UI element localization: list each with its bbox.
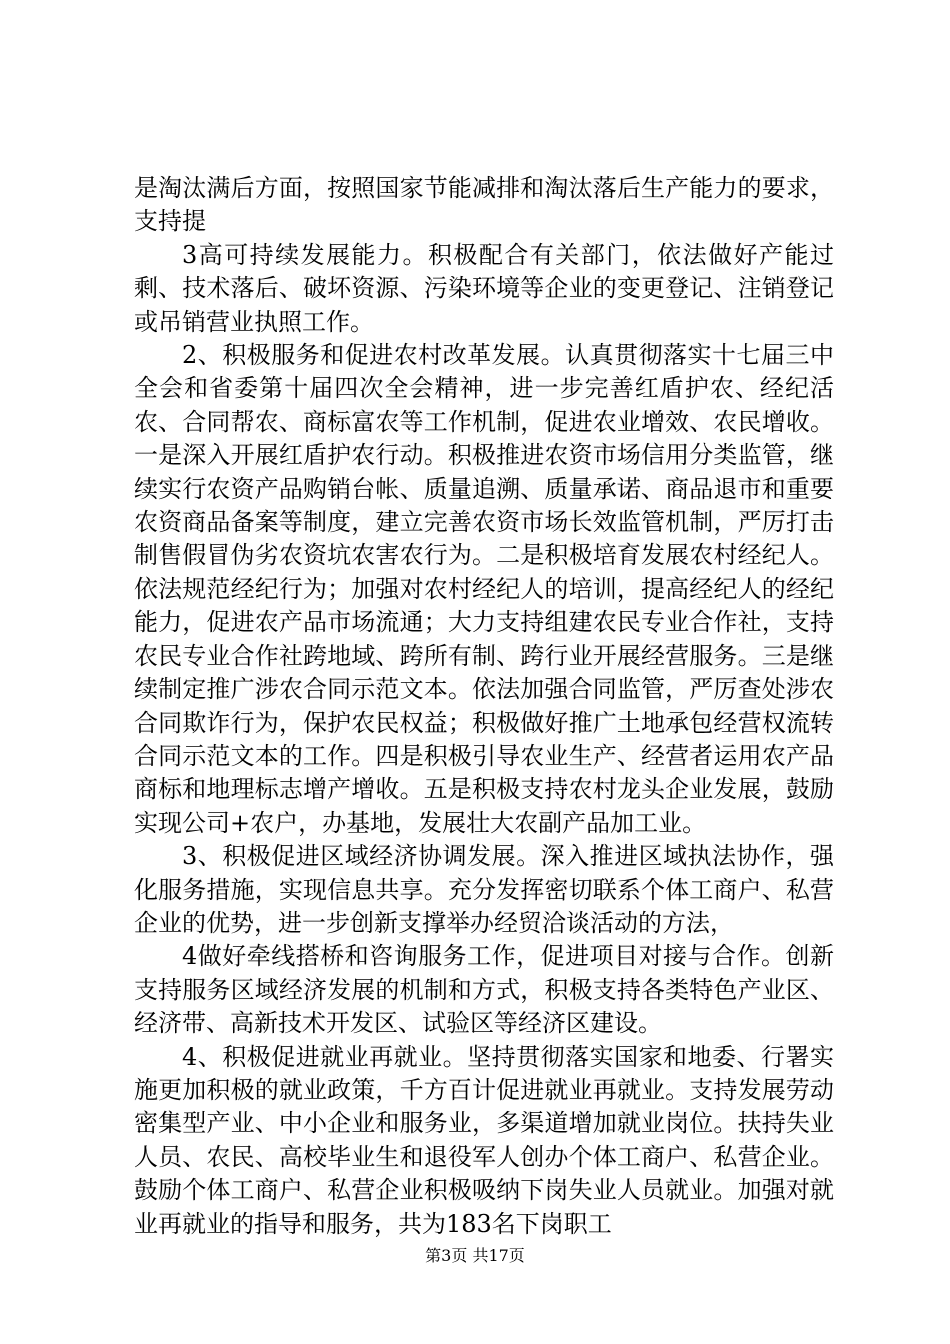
paragraph-2: 3高可持续发展能力。积极配合有关部门，依法做好产能过剩、技术落后、破坏资源、污染环境等企业的变更登记、注销登记或吊销营业执照工作。 [134, 240, 834, 336]
paragraph-3: 2、积极服务和促进农村改革发展。认真贯彻落实十七届三中全会和省委第十届四次全会精神，进一步完善红盾护农、经纪活农、合同帮农、商标富农等工作机制，促进农业增效、农民增收。一是深入开展红盾护农行动。积极推进农资市场信用分类监管，继续实行农资产品购销台帐、质量追溯、质量承诺、商品退市和重要农资商品备案等制度，建立完善农资市场长效监管机制，严厉打击制售假冒伪劣农资坑农害农行为。二是积极培育发展农村经纪人。依法规范经纪行为；加强对农村经纪人的培训，提高经纪人的经纪能力，促进农产品市场流通；大力支持组建农民专业合作社，支持农民专业合作社跨地域、跨所有制、跨行业开展经营服务。三是继续制定推广涉农合同示范文本。依法加强合同监管，严厉查处涉农合同欺诈行为，保护农民权益；积极做好推广土地承包经营权流转合同示范文本的工作。四是积极引导农业生产、经营者运用农产品商标和地理标志增产增收。五是积极支持农村龙头企业发展，鼓励实现公司+农户，办基地，发展壮大农副产品加工业。 [134, 341, 834, 837]
paragraph-1: 是淘汰满后方面，按照国家节能减排和淘汰落后生产能力的要求，支持提 [134, 174, 834, 236]
paragraph-6: 4、积极促进就业再就业。坚持贯彻落实国家和地委、行署实施更加积极的就业政策，千方百计促进就业再就业。支持发展劳动密集型产业、中小企业和服务业，多渠道增加就业岗位。扶持失业人员、农民、高校毕业生和退役军人创办个体工商户、私营企业。鼓励个体工商户、私营企业积极吸纳下岗失业人员就业。加强对就业再就业的指导和服务，共为183名下岗职工 [134, 1042, 834, 1238]
body-text [134, 172, 834, 1241]
paragraph-5: 4做好牵线搭桥和咨询服务工作，促进项目对接与合作。创新支持服务区域经济发展的机制和方式，积极支持各类特色产业区、经济带、高新技术开发区、试验区等经济区建设。 [134, 942, 834, 1038]
page-number-footer: 第3页 共17页 [425, 1246, 525, 1265]
paragraph-4: 3、积极促进区域经济协调发展。深入推进区域执法协作，强化服务措施，实现信息共享。充分发挥密切联系个体工商户、私营企业的优势，进一步创新支撑举办经贸洽谈活动的方法， [134, 842, 834, 937]
